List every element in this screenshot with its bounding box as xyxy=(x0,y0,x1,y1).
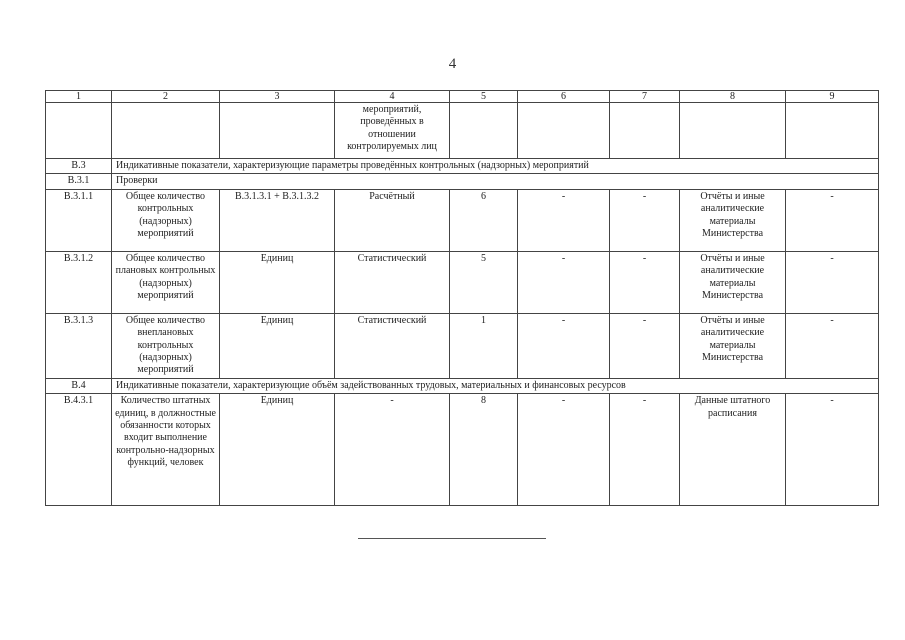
table-row xyxy=(46,313,879,378)
indicators-table xyxy=(45,90,879,506)
table-row xyxy=(46,189,879,251)
table-cell: В.3.1.3 xyxy=(46,313,112,378)
table-cell: В.3.1.3.1 + В.3.1.3.2 xyxy=(220,189,335,251)
column-header: 9 xyxy=(786,91,879,103)
table-cell: - xyxy=(518,313,610,378)
table-cell: - xyxy=(610,251,680,313)
section-code: В.3.1 xyxy=(46,174,112,189)
section-title: Индикативные показатели, характеризующие объём задействованных трудовых, материальных и финансовых ресурсов xyxy=(112,378,879,393)
column-header: 3 xyxy=(220,91,335,103)
table-cell: 6 xyxy=(450,189,518,251)
table-cell: В.4.3.1 xyxy=(46,394,112,506)
table-cell: Единиц xyxy=(220,394,335,506)
column-header: 8 xyxy=(680,91,786,103)
column-header: 7 xyxy=(610,91,680,103)
table-cell: Статистический xyxy=(335,313,450,378)
continuation-row xyxy=(46,103,879,159)
table-cell: - xyxy=(786,394,879,506)
column-header: 1 xyxy=(46,91,112,103)
table-cell xyxy=(518,103,610,159)
table-cell: - xyxy=(610,313,680,378)
column-header: 6 xyxy=(518,91,610,103)
table-cell: Единиц xyxy=(220,313,335,378)
section-title: Индикативные показатели, характеризующие параметры проведённых контрольных (надзорных) мероприятий xyxy=(112,159,879,174)
table-cell xyxy=(112,103,220,159)
column-header: 5 xyxy=(450,91,518,103)
table-cell: Отчёты и иные аналитические материалы Министерства xyxy=(680,251,786,313)
table-row xyxy=(46,251,879,313)
table-cell xyxy=(786,103,879,159)
table-cell: 8 xyxy=(450,394,518,506)
section-row xyxy=(46,159,879,174)
table-cell: 5 xyxy=(450,251,518,313)
table-cell: - xyxy=(786,313,879,378)
page-number: 4 xyxy=(448,56,457,72)
table-cell xyxy=(46,103,112,159)
table-cell: В.3.1.1 xyxy=(46,189,112,251)
table-cell: 1 xyxy=(450,313,518,378)
table-cell: Общее количество плановых контрольных (надзорных) мероприятий xyxy=(112,251,220,313)
table-cell xyxy=(610,103,680,159)
table-cell xyxy=(220,103,335,159)
section-code: В.3 xyxy=(46,159,112,174)
table-cell xyxy=(450,103,518,159)
table-cell: мероприятий, проведённых в отношении контролируемых лиц xyxy=(335,103,450,159)
table-cell: - xyxy=(786,251,879,313)
table-cell: - xyxy=(786,189,879,251)
table-cell: - xyxy=(518,189,610,251)
table-cell: Отчёты и иные аналитические материалы Министерства xyxy=(680,313,786,378)
table-cell: - xyxy=(610,394,680,506)
table-cell: Отчёты и иные аналитические материалы Министерства xyxy=(680,189,786,251)
section-code: В.4 xyxy=(46,378,112,393)
table-cell: - xyxy=(610,189,680,251)
table-cell: В.3.1.2 xyxy=(46,251,112,313)
section-row xyxy=(46,378,879,393)
table-cell: Общее количество внеплановых контрольных (надзорных) мероприятий xyxy=(112,313,220,378)
table-cell: Расчётный xyxy=(335,189,450,251)
signature-line xyxy=(358,538,546,539)
table-cell: - xyxy=(518,394,610,506)
table-cell: Единиц xyxy=(220,251,335,313)
table-cell xyxy=(680,103,786,159)
column-header: 4 xyxy=(335,91,450,103)
column-number-row xyxy=(46,91,879,103)
column-header: 2 xyxy=(112,91,220,103)
table-cell: - xyxy=(518,251,610,313)
table-cell: - xyxy=(335,394,450,506)
table-cell: Данные штатного расписания xyxy=(680,394,786,506)
table-cell: Статистический xyxy=(335,251,450,313)
table-row xyxy=(46,394,879,506)
table-cell: Количество штатных единиц, в должностные обязанности которых входит выполнение контрольно-надзорных функций, человек xyxy=(112,394,220,506)
section-title: Проверки xyxy=(112,174,879,189)
section-row xyxy=(46,174,879,189)
table-cell: Общее количество контрольных (надзорных) мероприятий xyxy=(112,189,220,251)
